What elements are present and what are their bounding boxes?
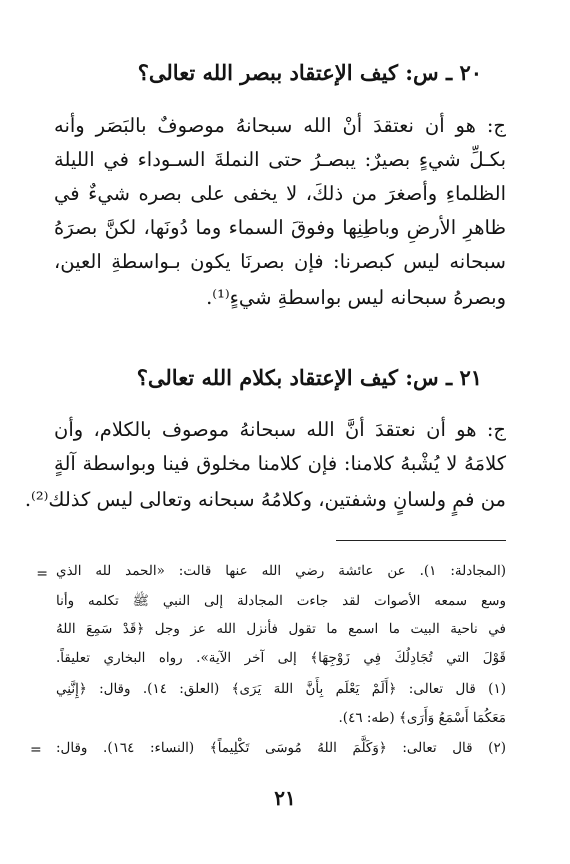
answer-21-line-1: ج: هو أن نعتقدَ أنَّ الله سبحانهُ موصوف بالكلام، وأن: [54, 418, 506, 441]
footnote-line-2: وسع سمعه الأصوات لقد جاءت المجادلة إلى النبي ﷺ تكلمه وأنا: [56, 593, 506, 609]
answer-20-line-2: بكـلِّ شيءٍ بصيرٌ: يبصـرُ حتى النملةَ السـوداء في الليلة: [54, 148, 506, 171]
answer-21-line-3: من فمٍ ولسانٍ وشفتين، وكلامُهُ سبحانه وتعالى ليس كذلك⁽²⁾.: [24, 488, 506, 511]
footnote-line-7: (٢) قال تعالى: ﴿وَكَلَّمَ اللهُ مُوسَى تَكْلِيماً﴾ (النساء: ١٦٤). وقال:: [56, 740, 507, 756]
footnote-line-1: (المجادلة: ١). عن عائشة رضي الله عنها قالت: «الحمد لله الذي: [56, 563, 506, 579]
answer-20-line-1: ج: هو أن نعتقدَ أنْ الله سبحانهُ موصوفٌ بالبَصَر وأنه: [54, 114, 506, 137]
answer-20-line-4: ظاهرِ الأرضِ وباطِنِها وفوقَ السماء وما دُونَها، لكنَّ بصرَهُ: [54, 216, 506, 239]
answer-21-line-2: كلامَهُ لا يُشْبهُ كلامنا: فإن كلامنا مخلوق فينا وبواسطة آلةٍ: [54, 452, 506, 475]
footnote-divider: [336, 540, 506, 541]
footnote-continues-marker: =: [30, 742, 42, 758]
footnote-continuation-marker: =: [36, 566, 48, 582]
footnote-line-5: (١) قال تعالى: ﴿أَلَمْ يَعْلَم بِأَنَّ اللهَ يَرَى﴾ (العلق: ١٤). وقال: ﴿إِنَّنِي: [56, 681, 506, 697]
answer-20-line-6: وبصرهُ سبحانه ليس بواسطةِ شيءٍ⁽¹⁾.: [206, 286, 506, 309]
footnote-line-3: في ناحية البيت ما اسمع ما تقول فأنزل الله عز وجل ﴿قَدْ سَمِعَ اللهُ: [56, 621, 506, 637]
question-heading-20: ٢٠ ـ س: كيف الإعتقاد ببصر الله تعالى؟: [137, 60, 482, 85]
question-heading-21: ٢١ ـ س: كيف الإعتقاد بكلام الله تعالى؟: [136, 365, 482, 390]
footnote-line-6: مَعَكُمَا أَسْمَعُ وَأَرَى﴾ (طه: ٤٦).: [338, 710, 506, 726]
answer-20-line-5: سبحانه ليس كبصرنا: فإن بصرنَا يكون بـواسطةِ العين،: [54, 250, 506, 273]
page-number: ٢١: [274, 786, 296, 810]
answer-20-line-3: الظلماءِ وأصغرَ من ذلكَ، لا يخفى على بصره شيءٌ في: [54, 182, 506, 205]
footnote-line-4: قَوْلَ التي تُجَادِلُكَ فِي زَوْجِهَا﴾ إلى آخر الآية». رواه البخاري تعليقاً.: [56, 650, 506, 666]
